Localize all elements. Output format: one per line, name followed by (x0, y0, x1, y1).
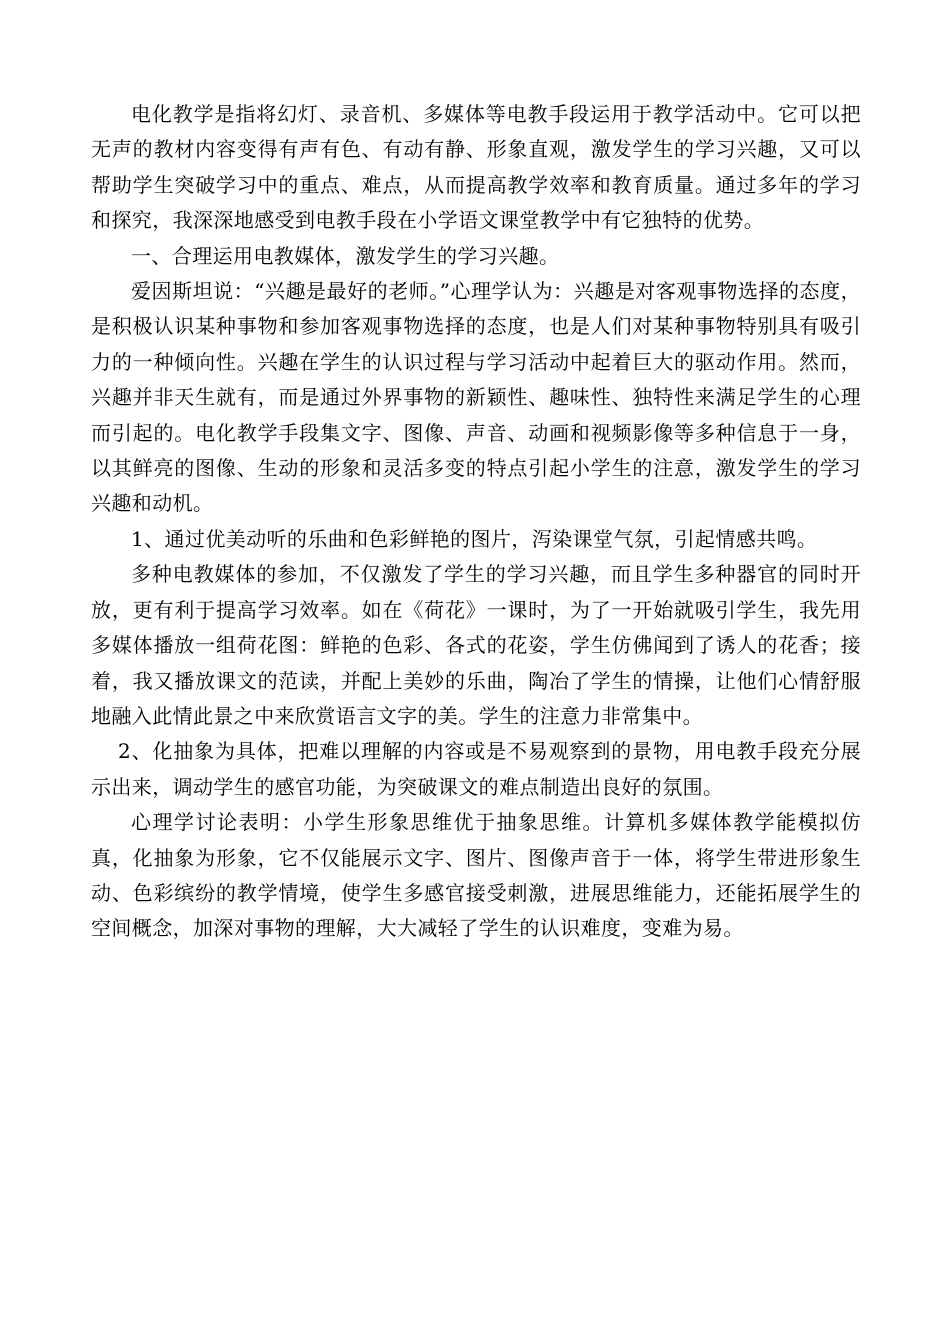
section-heading-1: 一、合理运用电教媒体，激发学生的学习兴趣。 (131, 243, 560, 268)
subheading-2: 2、化抽象为具体，把难以理解的内容或是不易观察到的景物，用电教手段充分展示出来，调动学生的感官功能，为突破课文的难点制造出良好的氛围。 (91, 739, 861, 799)
document-body (91, 97, 861, 947)
psychology-paragraph: 心理学讨论表明：小学生形象思维优于抽象思维。计算机多媒体教学能模拟仿真，化抽象为形象，它不仅能展示文字、图片、图像声音于一体，将学生带进形象生动、色彩缤纷的教学情境，使学生多感官接受刺激，进展思维能力，还能拓展学生的空间概念，加深对事物的理解，大大减轻了学生的认识难度，变难为易。 (91, 810, 861, 941)
intro-paragraph: 电化教学是指将幻灯、录音机、多媒体等电教手段运用于教学活动中。它可以把无声的教材内容变得有声有色、有动有静、形象直观，激发学生的学习兴趣，又可以帮助学生突破学习中的重点、难点，从而提高教学效率和教育质量。通过多年的学习和探究，我深深地感受到电教手段在小学语文课堂教学中有它独特的优势。 (91, 102, 861, 233)
subheading-1: 1、通过优美动听的乐曲和色彩鲜艳的图片，泻染课堂气氛，引起情感共鸣。 (131, 526, 818, 551)
media-paragraph: 多种电教媒体的参加，不仅激发了学生的学习兴趣，而且学生多种器官的同时开放，更有利于提高学习效率。如在《荷花》一课时，为了一开始就吸引学生，我先用多媒体播放一组荷花图：鲜艳的色彩、各式的花姿，学生仿佛闻到了诱人的花香；接着，我又播放课文的范读，并配上美妙的乐曲，陶冶了学生的情操，让他们心情舒服地融入此情此景之中来欣赏语言文字的美。学生的注意力非常集中。 (91, 562, 861, 728)
einstein-paragraph: 爱因斯坦说：“兴趣是最好的老师。”心理学认为：兴趣是对客观事物选择的态度，是积极认识某种事物和参加客观事物选择的态度，也是人们对某种事物特别具有吸引力的一种倾向性。兴趣在学生的认识过程与学习活动中起着巨大的驱动作用。然而，兴趣并非天生就有，而是通过外界事物的新颖性、趣味性、独特性来满足学生的心理而引起的。电化教学手段集文字、图像、声音、动画和视频影像等多种信息于一身，以其鲜亮的图像、生动的形象和灵活多变的特点引起小学生的注意，激发学生的学习兴趣和动机。 (91, 279, 861, 516)
